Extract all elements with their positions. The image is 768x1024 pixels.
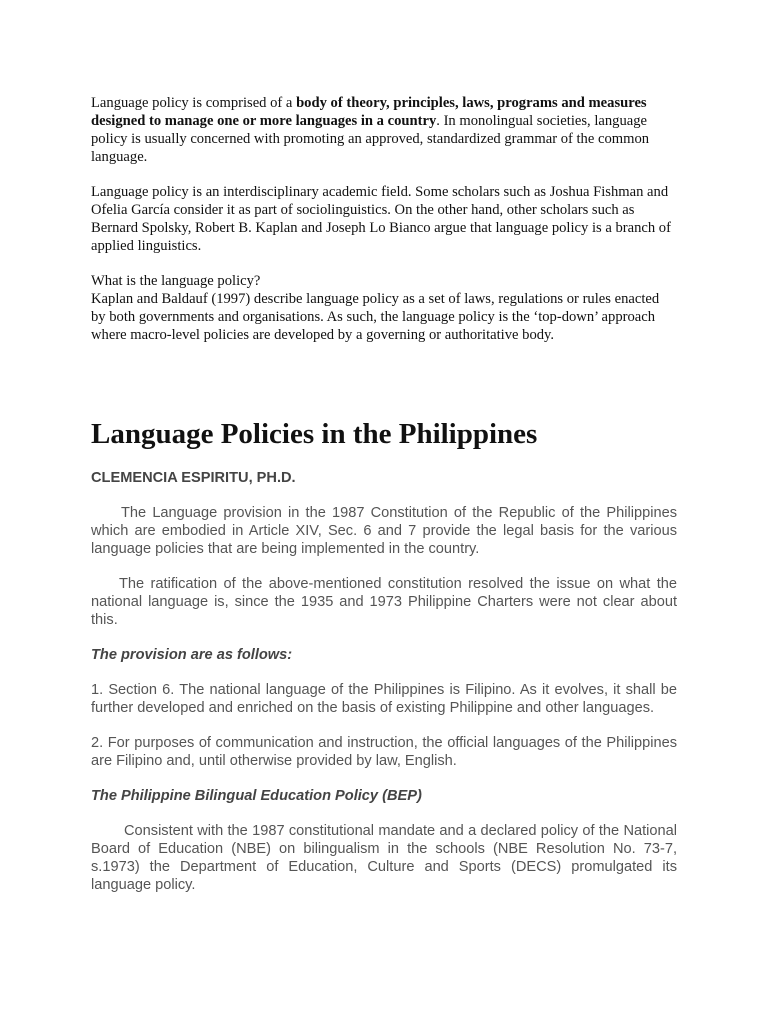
provision-item-2: 2. For purposes of communication and instruction, the official languages of the Philippines are Filipino and, until otherwise provided by law, English. — [91, 735, 677, 769]
intro-paragraph-3: Kaplan and Baldauf (1997) describe language policy as a set of laws, regulations or rules enacted by both governments and organisations. As such, the language policy is the ‘top-down’ approach where macro-level policies are developed by a governing or authoritative body. — [91, 291, 660, 343]
article-body — [91, 504, 677, 894]
intro-p1-bold-text: body of theory, principles, laws, programs and measures designed to manage one or more languages in a country — [91, 95, 647, 129]
article-paragraph-1: The Language provision in the 1987 Constitution of the Republic of the Philippines which are embodied in Article XIV, Sec. 6 and 7 provide the legal basis for the various language policies that are being implemented in the country. — [91, 505, 677, 557]
article-author: CLEMENCIA ESPIRITU, PH.D. — [91, 470, 296, 486]
intro-section — [91, 94, 677, 344]
intro-question: What is the language policy? — [91, 273, 261, 289]
document-page — [91, 94, 677, 911]
intro-p1-text-start: Language policy is comprised of a — [91, 95, 297, 111]
article-paragraph-3: Consistent with the 1987 constitutional mandate and a declared policy of the National Board of Education (NBE) on bilingualism in the schools (NBE Resolution No. 73-7, s.1973) the Department of Education, Culture and Sports (DECS) promulgated its language policy. — [91, 823, 677, 893]
article-paragraph-2: The ratification of the above-mentioned constitution resolved the issue on what the national language is, since the 1935 and 1973 Philippine Charters were not clear about this. — [91, 576, 677, 628]
provision-heading: The provision are as follows: — [91, 647, 293, 663]
provision-item-1: 1. Section 6. The national language of the Philippines is Filipino. As it evolves, it shall be further developed and enriched on the basis of existing Philippine and other languages. — [91, 682, 677, 716]
intro-paragraph-1 — [91, 94, 677, 166]
intro-p1-text-end: . In monolingual societies, language policy is usually concerned with promoting an approved, standardized grammar of the common language. — [91, 113, 650, 165]
article-title: Language Policies in the Philippines — [91, 418, 538, 450]
bep-heading: The Philippine Bilingual Education Policy (BEP) — [91, 788, 422, 804]
intro-paragraph-2: Language policy is an interdisciplinary academic field. Some scholars such as Joshua Fishman and Ofelia García consider it as part of sociolinguistics. On the other hand, other scholars such as Bernard Spolsky, Robert B. Kaplan and Joseph Lo Bianco argue that language policy is a branch of applied linguistics. — [91, 184, 671, 254]
